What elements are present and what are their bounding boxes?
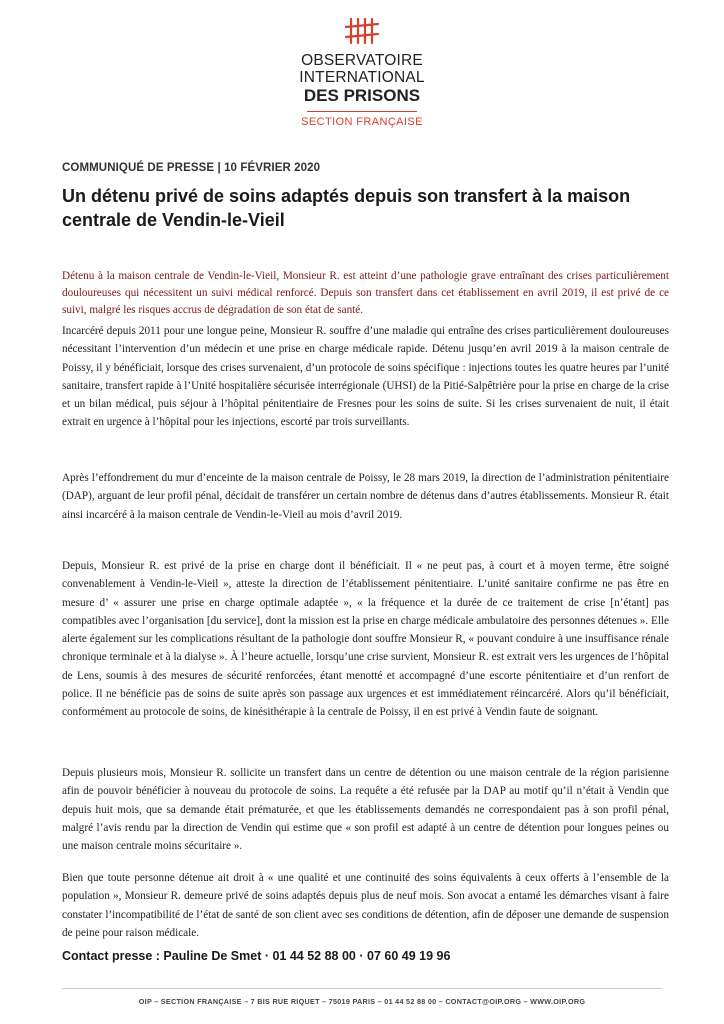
- press-release-header: COMMUNIQUÉ DE PRESSE | 10 FÉVRIER 2020: [62, 162, 321, 174]
- org-divider: [307, 111, 417, 112]
- org-section-label: SECTION FRANÇAISE: [301, 116, 423, 128]
- oip-logo: [262, 16, 462, 128]
- body-paragraph: Depuis plusieurs mois, Monsieur R. sollicite un transfert dans un centre de détention ou une maison centrale de la région parisienne afin de pouvoir bénéficier à nouveau du protocole de soins. La requête a été refusée par la DAP au motif qu’il n’était à Vendin que depuis huit mois, que sa demande était prématurée, et que les établissements demandés ne correspondaient pas à son profil pénal, malgré l’avis rendu par la direction de Vendin qui estime que « son profil est adapté à un centre de détention pour longues peines ou une maison centrale moins sécuritaire ».: [62, 767, 669, 853]
- org-name-line1: OBSERVATOIRE INTERNATIONAL: [299, 52, 425, 86]
- body-paragraph: Incarcéré depuis 2011 pour une longue peine, Monsieur R. souffre d’une maladie qui entraîne des crises particulièrement douloureuses nécessitant l’intervention d’un médecin et une prise en charge médicale rapide. Détenu jusqu’en avril 2019 à la maison centrale de Poissy, il y bénéficiait, lorsque des crises survenaient, d’un protocole de soins spécifique : injections toutes les quatre heures par l’unité sanitaire, transfert rapide à l’Unité hospitalière sécurisée interrégionale (UHSI) de la Pitié-Salpêtrière pour la prise en charge de la crise et un bilan médical, puis séjour à l’hôpital pénitentiaire de Fresnes pour les soins de suite. Si les crises survenaient de nuit, il était extrait en urgence à l’hôpital pour les injections, escorté par trois surveillants.: [62, 325, 669, 429]
- footer-address: OIP – SECTION FRANÇAISE – 7 BIS RUE RIQUET – 75019 PARIS – 01 44 52 88 00 – CONTACT@OIP.ORG – WWW.OIP.ORG: [138, 997, 586, 1006]
- body-paragraph: Après l’effondrement du mur d’enceinte de la maison centrale de Poissy, le 28 mars 2019, la direction de l’administration pénitentiaire (DAP), arguant de leur profil pénal, décidait de transférer un certain nombre de détenus dans d’autres établissements. Monsieur R. était ainsi incarcéré à la maison centrale de Vendin-le-Vieil au mois d’avril 2019.: [62, 472, 669, 521]
- body-paragraph: Bien que toute personne détenue ait droit à « une qualité et une continuité des soins équivalents à ceux offerts à l’ensemble de la population », Monsieur R. demeure privé de soins adaptés depuis plus de neuf mois. Son avocat a entamé les démarches visant à faire constater l’incompatibilité de l’état de santé de son client avec ses conditions de détention, afin de déposer une demande de suspension de peine pour raison médicale.: [62, 872, 669, 939]
- body-paragraph: Depuis, Monsieur R. est privé de la prise en charge dont il bénéficiait. Il « ne peut pas, à court et à moyen terme, être soigné convenablement à Vendin-le-Vieil », atteste la direction de l’établissement pénitentiaire. L’unité sanitaire confirme ne pas être en mesure d’ « assurer une prise en charge optimale adaptée », « la fréquence et la durée de ce traitement de crise [n’étant] pas compatibles avec l’organisation [du service], dont la mission est la prise en charge médicale ambulatoire des personnes détenues ». Elle alerte également sur les complications résultant de la pathologie dont souffre Monsieur R, « pouvant conduire à une insuffisance rénale chronique terminale et à la dialyse ». À l’heure actuelle, lorsqu’une crise survient, Monsieur R. est extrait vers les urgences de l’hôpital de Lens, soumis à des mesures de sécurité renforcées, étant menotté et accompagné d’une escorte pénitentiaire et d’un renfort de police. Il ne bénéficie pas de soins de suite après son passage aux urgences et est immédiatement réincarcéré. Alors qu’il bénéficiait, conformément au protocole de soins, de kinésithérapie à la centrale de Poissy, il en est privé à Vendin faute de soignant.: [62, 560, 669, 719]
- prison-bars-icon: [342, 16, 382, 46]
- footer-divider: [62, 988, 662, 989]
- lead-paragraph: Détenu à la maison centrale de Vendin-le-Vieil, Monsieur R. est atteint d’une pathologie grave entraînant des crises particulièrement douloureuses qui nécessitent un suivi médical renforcé. Depuis son transfert dans cet établissement en avril 2019, il est privé de ce suivi, malgré les risques accrus de dégradation de son état de santé.: [62, 270, 669, 316]
- press-release-title: Un détenu privé de soins adaptés depuis son transfert à la maison centrale de Vendin-le-Vieil: [62, 186, 631, 230]
- press-contact: Contact presse : Pauline De Smet · 01 44 52 88 00 · 07 60 49 19 96: [62, 949, 451, 963]
- org-name-line2: DES PRISONS: [303, 86, 421, 105]
